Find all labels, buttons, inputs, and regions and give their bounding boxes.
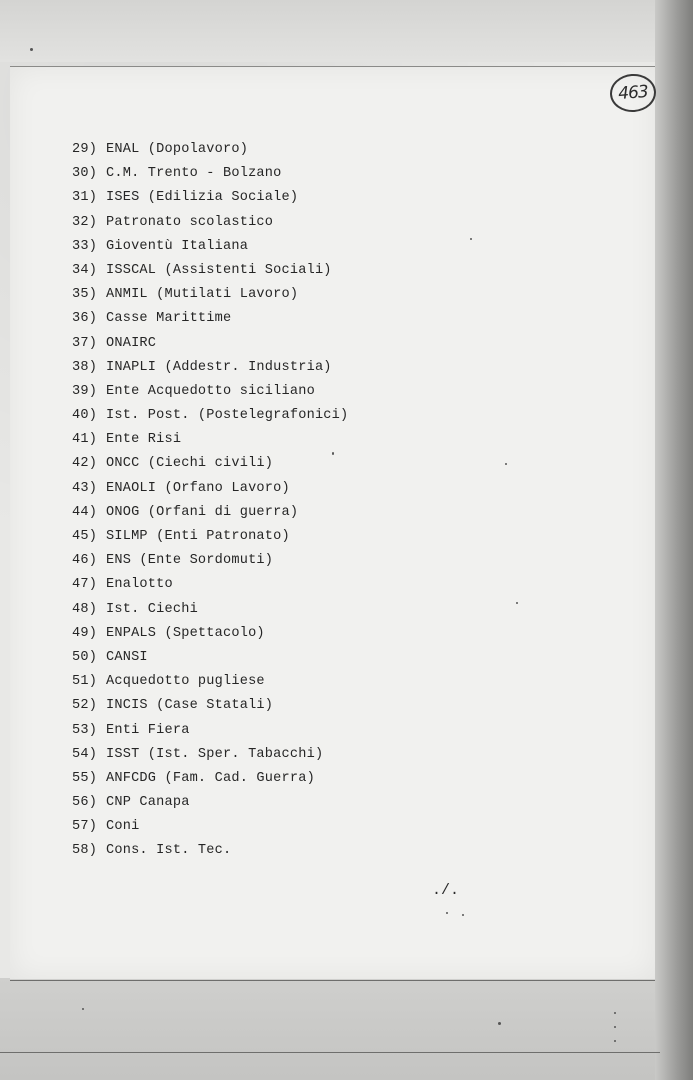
item-text: ISSCAL (Assistenti Sociali) [106,262,332,278]
item-text: ENAOLI (Orfano Lavoro) [106,480,290,496]
list-item [72,694,348,718]
item-number: 33) [72,238,98,254]
item-text: Enalotto [106,577,173,593]
item-number: 47) [72,577,98,593]
list-item [72,525,348,549]
entity-list [72,138,348,864]
scan-top-margin [0,0,693,62]
item-number: 40) [72,408,98,424]
item-text: C.M. Trento - Bolzano [106,166,282,182]
item-number: 51) [72,674,98,690]
item-text: ANFCDG (Fam. Cad. Guerra) [106,770,315,786]
item-number: 37) [72,335,98,351]
item-number: 34) [72,262,98,278]
list-item [72,259,348,283]
list-item [72,573,348,597]
scan-right-edge [655,0,693,1080]
scan-speck [332,452,334,455]
item-number: 38) [72,359,98,375]
item-text: ONOG (Orfani di guerra) [106,504,299,520]
item-number: 29) [72,142,98,157]
list-item [72,767,348,791]
sheet-bottom-edge [10,980,655,981]
list-item [72,307,348,331]
item-text: Enti Fiera [106,722,190,738]
item-text: ANMIL (Mutilati Lavoro) [106,287,299,303]
list-item [72,356,348,380]
list-item [72,791,348,815]
item-number: 52) [72,698,98,714]
item-text: ONAIRC [106,335,157,351]
item-number: 57) [72,819,98,835]
scan-speck [446,912,448,914]
item-text: INCIS (Case Statali) [106,698,274,714]
item-number: 45) [72,529,98,544]
list-item [72,646,348,670]
list-item [72,186,348,210]
item-number: 56) [72,795,98,811]
item-number: 42) [72,456,98,472]
item-number: 30) [72,166,98,182]
item-text: INAPLI (Addestr. Industria) [106,359,332,375]
list-item [72,428,348,452]
list-item [72,501,348,525]
list-item [72,138,348,162]
item-number: 50) [72,649,98,665]
scan-speck [505,463,507,465]
item-number: 58) [72,843,98,859]
item-text: Ente Acquedotto siciliano [106,383,315,399]
scan-speck [614,1026,616,1028]
scan-speck [516,602,518,604]
item-text: ONCC (Ciechi civili) [106,456,274,472]
item-text: Ente Risi [106,432,182,448]
item-number: 31) [72,190,98,206]
item-number: 46) [72,553,98,569]
list-item [72,477,348,501]
item-text: ENAL (Dopolavoro) [106,142,249,157]
item-number: 53) [72,722,98,738]
item-number: 54) [72,746,98,762]
list-item [72,211,348,235]
item-number: 35) [72,287,98,303]
scan-speck [614,1040,616,1042]
list-item [72,743,348,767]
scan-bottom-margin [0,978,693,1080]
scan-speck [470,238,472,240]
list-item [72,283,348,307]
item-text: Gioventù Italiana [106,238,249,254]
list-item [72,332,348,356]
item-number: 43) [72,480,98,496]
item-number: 39) [72,383,98,399]
item-text: ENPALS (Spettacolo) [106,625,265,641]
item-number: 44) [72,504,98,520]
item-text: Patronato scolastico [106,214,274,230]
item-number: 36) [72,311,98,327]
page-number-stamp: 463 [609,72,658,113]
item-text: ENS (Ente Sordomuti) [106,553,274,569]
continuation-mark: ./. [432,882,460,899]
scan-speck [462,914,464,916]
item-text: SILMP (Enti Patronato) [106,529,290,544]
scan-speck [30,48,33,51]
scan-speck [614,1012,616,1014]
scan-speck [498,1022,501,1025]
item-number: 55) [72,770,98,786]
item-text: CANSI [106,649,148,665]
item-text: ISST (Ist. Sper. Tabacchi) [106,746,324,762]
scan-lower-line [0,1052,660,1053]
list-item [72,404,348,428]
item-text: Casse Marittime [106,311,232,327]
item-text: Coni [106,819,140,835]
list-item [72,380,348,404]
scan-speck [82,1008,84,1010]
item-text: CNP Canapa [106,795,190,811]
list-item [72,839,348,863]
list-item [72,670,348,694]
item-number: 48) [72,601,98,617]
list-item [72,235,348,259]
list-item [72,162,348,186]
list-item [72,549,348,573]
list-item [72,622,348,646]
list-item [72,719,348,743]
item-text: Acquedotto pugliese [106,674,265,690]
list-item [72,452,348,476]
item-text: Ist. Ciechi [106,601,198,617]
list-item [72,815,348,839]
item-number: 49) [72,625,98,641]
item-text: ISES (Edilizia Sociale) [106,190,299,206]
item-text: Ist. Post. (Postelegrafonici) [106,408,349,424]
item-number: 41) [72,432,98,448]
list-item [72,598,348,622]
item-text: Cons. Ist. Tec. [106,843,232,859]
item-number: 32) [72,214,98,230]
